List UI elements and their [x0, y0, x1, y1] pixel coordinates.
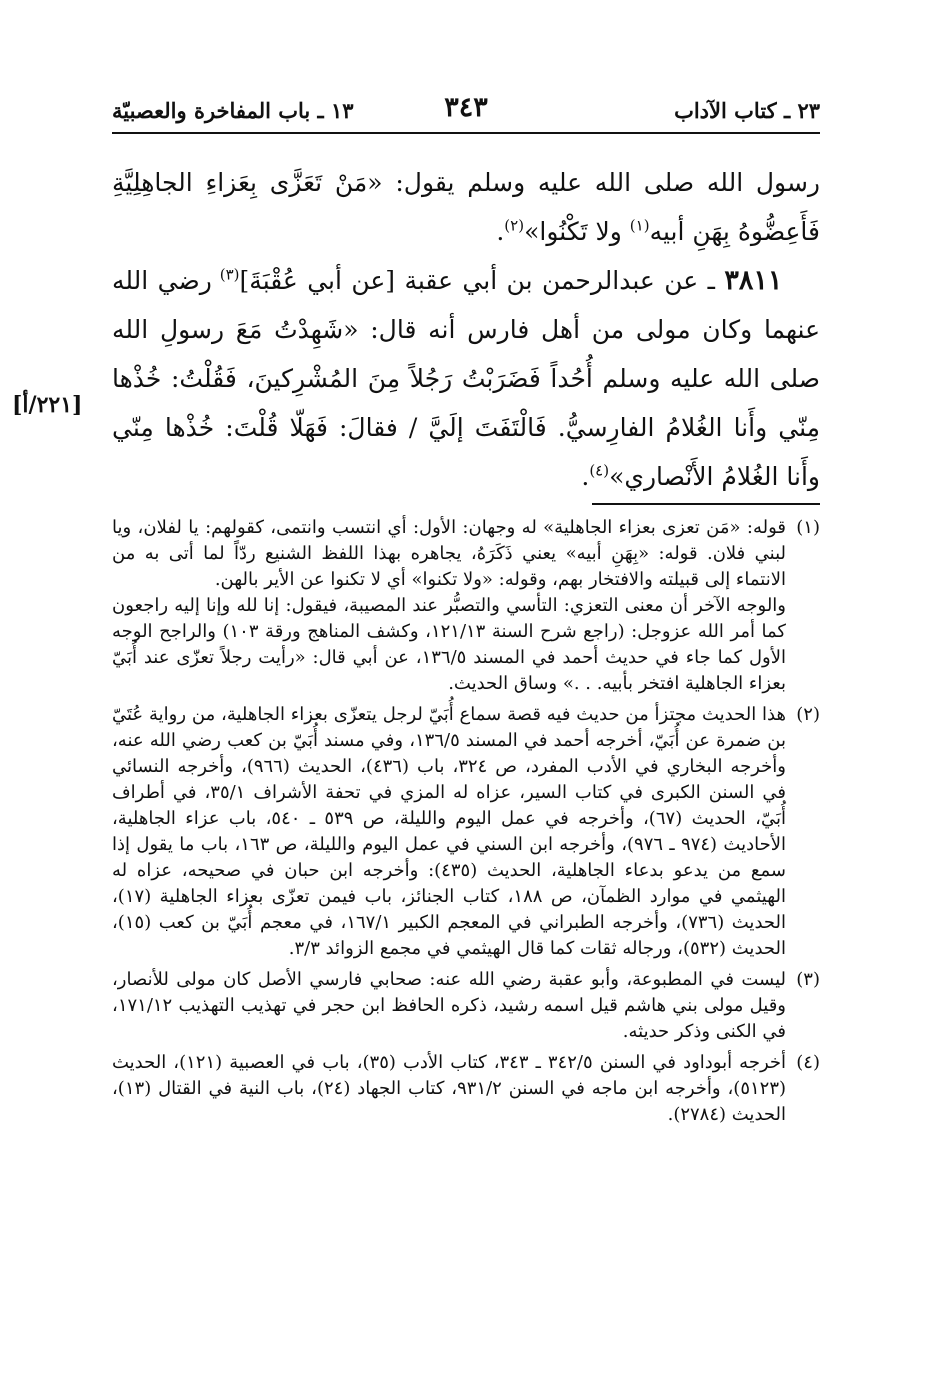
text-span: ـ عن عبدالرحمن بن أبي عقبة [عن أبي عُقْبَةَ] [239, 266, 725, 295]
footnote-2 [112, 702, 820, 962]
text-span: رسول الله صلى الله عليه وسلم يقول: «مَنْ تَعَزَّى بِعَزاءِ الجاهِلِيَّةِ فَأَعِضُّوهُ بِهَنِ أبيه [112, 168, 820, 246]
text-span: . [496, 217, 505, 246]
section-title: ١٣ ـ باب المفاخرة والعصبيّة [112, 98, 354, 123]
footnote-number: (٤) [796, 1052, 820, 1073]
footnote-ref[interactable]: (٤) [589, 461, 610, 480]
footnote-3 [112, 967, 820, 1045]
footnote-number: (٢) [796, 704, 820, 725]
manuscript-folio-ref: [٢٢١/أ] [12, 392, 83, 418]
footnote-separator [592, 503, 820, 505]
footnote-number: (٣) [796, 969, 820, 990]
footnotes [112, 515, 820, 1133]
footnote-text: والوجه الآخر أن معنى التعزي: التأسي والتصبُّر عند المصيبة، فيقول: إنا لله وإنا إليه راجعون كما أمر الله عزوجل: (راجع شرح السنة ١٢١/١٣، وكشف المناهج ورقة ١٠٣) والراجح الوجه الأول كما جاء في حديث أحمد في المسند ١٣٦/٥، عن أبي قال: «رأيت رجلاً تعزّى عند أُبَيّ بعزاء الجاهلية افتخر بأبيه. . .» وساق الحديث. [112, 595, 786, 694]
footnote-text: أخرجه أبوداود في السنن ٣٤٢/٥ ـ ٣٤٣، كتاب الأدب (٣٥)، باب في العصبية (١٢١)، الحديث (٥١٢٣)، وأخرجه ابن ماجه في السنن ٩٣١/٢، كتاب الجهاد (٢٤)، باب النية في القتال (١٣)، الحديث (٢٧٨٤). [112, 1052, 787, 1125]
footnote-1 [112, 515, 820, 697]
footnote-ref[interactable]: (٣) [219, 265, 240, 284]
footnote-4 [112, 1050, 820, 1128]
text-span: ولا تَكْنُوا» [524, 217, 630, 246]
main-text [112, 158, 820, 501]
running-header [112, 92, 820, 134]
footnote-number: (١) [796, 517, 820, 538]
book-chapter-title: ٢٣ ـ كتاب الآداب [674, 98, 820, 123]
hadith-continuation [112, 158, 820, 256]
hadith-number: ٣٨١١ [724, 265, 783, 296]
footnote-text: هذا الحديث مجتزأ من حديث فيه قصة سماع أُبَيّ لرجل يتعزّى بعزاء الجاهلية، من رواية عُتَيّ بن ضمرة عن أُبَيّ، أخرجه أحمد في المسند ١٣٦/٥، وفي مسند أُبَيّ بن كعب رضي الله عنه، وأخرجه البخاري في الأدب المفرد، ص ٣٢٤، باب (٤٣٦)، الحديث (٩٦٦)، وأخرجه النسائي في السنن الكبرى في كتاب السير، عزاه له المزي في تحفة الأشراف ٣٥/١، في أطراف أُبَيّ، الحديث (٦٧)، وأخرجه في عمل اليوم والليلة، ص ٥٣٩ ـ ٥٤٠، باب عزاء الجاهلية، الأحاديث (٩٧٤ ـ ٩٧٦)، وأخرجه ابن السني في عمل اليوم والليلة، ص ١٦٣، باب ما يقول إذا سمع من يدعو بدعاء الجاهلية، الحديث (٤٣٥): وأخرجه ابن حبان في صحيحه، عزاه له الهيثمي في موارد الظمآن، ص ١٨٨، كتاب الجنائز، باب فيمن تعزّى بعزاء الجاهلية (١٧)، الحديث (٧٣٦)، وأخرجه الطبراني في المعجم الكبير ١٦٧/١، في معجم أُبَيّ بن كعب (١٥)، الحديث (٥٣٢)، ورجاله ثقات كما قال الهيثمي في مجمع الزوائد ٣/٣. [112, 704, 787, 959]
footnote-ref[interactable]: (١) [629, 216, 650, 235]
footnote-ref[interactable]: (٢) [504, 216, 525, 235]
text-span: رضي الله عنهما وكان مولى من أهل فارس أنه قال: «شَهِدْتُ مَعَ رسولِ الله صلى الله عليه وسلم أُحُداً فَضَرَبْتُ رَجُلاً مِنَ المُشْرِكينَ، فَقُلْتُ: خُذْها مِنّي وأَنا الغُلامُ الفارِسيُّ. فَالْتَفَتَ إلَيَّ / فقالَ: فَهَلّا قُلْتَ: خُذْها مِنّي وأَنا الغُلامُ الأَنْصاري» [112, 266, 820, 491]
footnote-text: ليست في المطبوعة، وأبو عقبة رضي الله عنه: صحابي فارسي الأصل كان مولى للأنصار، وقيل مولى بني هاشم قيل اسمه رشيد، ذكره الحافظ ابن حجر في تهذيب التهذيب ١٧١/١٢، في الكنى وذكر حديثه. [112, 969, 786, 1042]
text-span: . [581, 462, 590, 491]
page-number: ٣٤٣ [444, 92, 488, 123]
footnote-text: قوله: «مَن تعزى بعزاء الجاهلية» له وجهان: الأول: أي انتسب وانتمى، كقولهم: يا لفلان، ويا لبني فلان. قوله: «بِهَنِ أبيه» يعني ذَكَرَهُ، يجاهره بهذا اللفظ الشنيع ردّاً لما أتى به من الانتماء إلى قبيلته والافتخار بهم، وقوله: «ولا تكنوا» أي لا تكنوا عن الأير بالهن. [112, 517, 786, 590]
hadith-3811 [112, 256, 820, 501]
